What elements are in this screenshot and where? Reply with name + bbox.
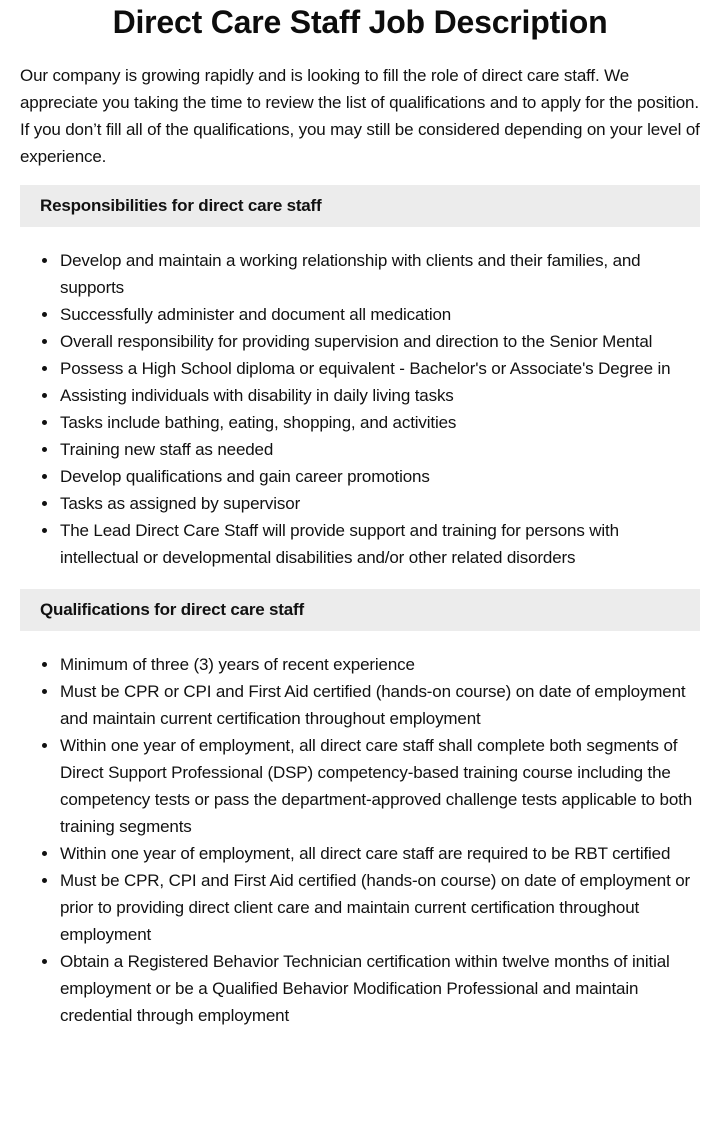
list-item: Obtain a Registered Behavior Technician certification within twelve months of initial employment or be a Qualified Behavior Modification Professional and maintain credential through employment: [60, 948, 700, 1029]
list-item: Develop and maintain a working relationship with clients and their families, and supports: [60, 247, 700, 301]
list-item: Successfully administer and document all medication: [60, 301, 700, 328]
page-title: Direct Care Staff Job Description: [112, 4, 608, 40]
qualifications-header: Qualifications for direct care staff: [20, 589, 700, 631]
list-item: Training new staff as needed: [60, 436, 700, 463]
responsibilities-list: [20, 247, 700, 571]
list-item: Assisting individuals with disability in daily living tasks: [60, 382, 700, 409]
list-item: Tasks as assigned by supervisor: [60, 490, 700, 517]
list-item: Minimum of three (3) years of recent experience: [60, 651, 700, 678]
list-item: Within one year of employment, all direct care staff are required to be RBT certified: [60, 840, 700, 867]
list-item: Must be CPR or CPI and First Aid certified (hands-on course) on date of employment and maintain current certification throughout employment: [60, 678, 700, 732]
intro-paragraph: Our company is growing rapidly and is looking to fill the role of direct care staff. We appreciate you taking the time to review the list of qualifications and to apply for the position. If you don’t fill all of the qualifications, you may still be considered depending on your level of experience.: [20, 66, 700, 166]
list-item: Must be CPR, CPI and First Aid certified (hands-on course) on date of employment or prior to providing direct client care and maintain current certification throughout employment: [60, 867, 700, 948]
list-item: Overall responsibility for providing supervision and direction to the Senior Mental: [60, 328, 700, 355]
list-item: Tasks include bathing, eating, shopping, and activities: [60, 409, 700, 436]
responsibilities-header: Responsibilities for direct care staff: [20, 185, 700, 227]
qualifications-list: [20, 651, 700, 1029]
list-item: Within one year of employment, all direct care staff shall complete both segments of Direct Support Professional (DSP) competency-based training course including the competency tests or pass the department-approved challenge tests applicable to both training segments: [60, 732, 700, 840]
list-item: Develop qualifications and gain career promotions: [60, 463, 700, 490]
list-item: Possess a High School diploma or equivalent - Bachelor's or Associate's Degree in: [60, 355, 700, 382]
list-item: The Lead Direct Care Staff will provide support and training for persons with intellectual or developmental disabilities and/or other related disorders: [60, 517, 700, 571]
